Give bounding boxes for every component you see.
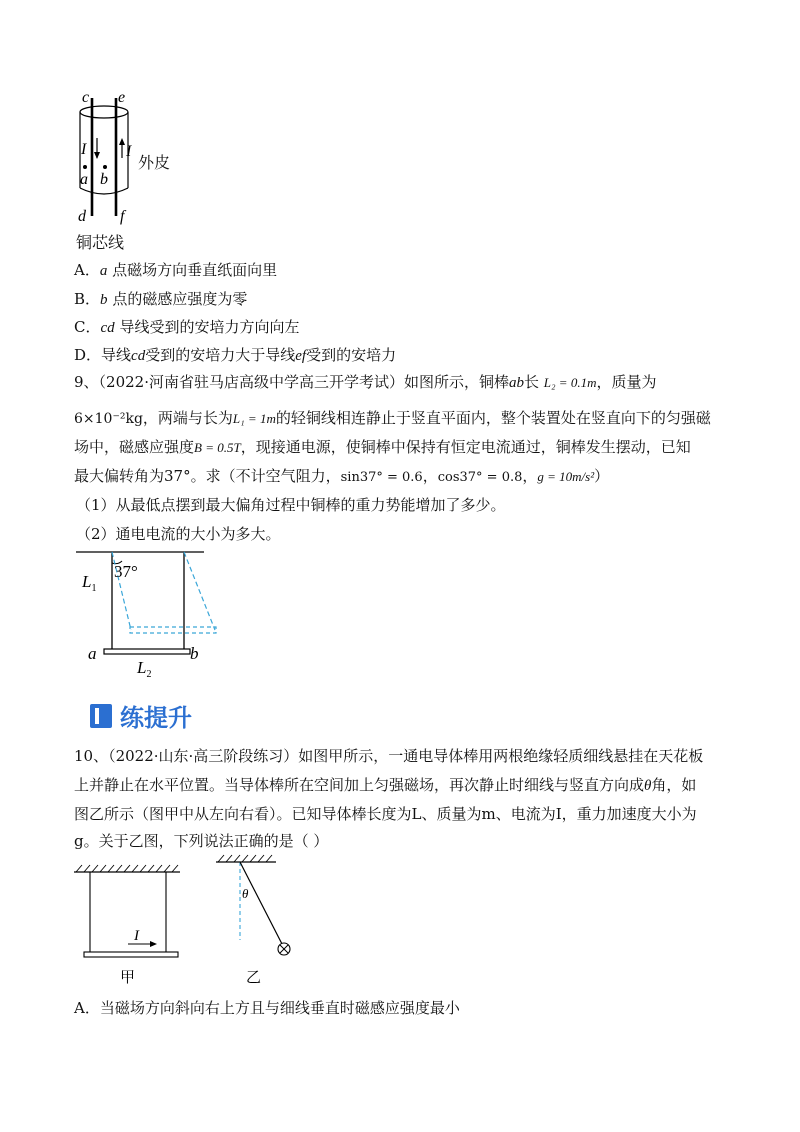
q9-line-3: 场中，磁感应强度B = 0.5T，现接通电源，使铜棒中保持有恒定电流通过，铜棒发生摆动，已知	[74, 438, 691, 456]
q10-line-2: 上并静止在水平位置。当导体棒所在空间加上匀强磁场，再次静止时细线与竖直方向成θ角，如	[74, 776, 697, 794]
current-label-jia: I	[134, 928, 139, 944]
label-rod-a: a	[88, 644, 97, 663]
label-current-right: I	[126, 143, 132, 160]
q9-line-2: 6×10⁻²kg，两端与长为L₁ = 1m的轻铜线相连静止于竖直平面内，整个装置处在竖直向下的匀强磁	[74, 409, 711, 427]
label-rod-b: b	[190, 644, 199, 663]
theta-label: θ	[242, 886, 249, 901]
label-current-left: I	[81, 141, 87, 158]
outer-skin-label: 外皮	[138, 153, 171, 172]
option-c[interactable]: C．cd 导线受到的安培力方向向左	[74, 318, 300, 336]
label-b: b	[100, 171, 108, 188]
label-a: a	[80, 171, 88, 188]
option-d[interactable]: D．导线cd受到的安培力大于导线ef受到的安培力	[74, 346, 397, 364]
label-c: c	[82, 89, 90, 106]
q9-sub-2: （2）通电电流的大小为多大。	[76, 525, 281, 543]
q10-line-3: 图乙所示（图甲中从左向右看）。已知导体棒长度为L、质量为m、电流为I，重力加速度大小为	[74, 805, 697, 823]
option-b[interactable]: B．b 点的磁感应强度为零	[74, 290, 248, 308]
label-jia: 甲	[120, 970, 136, 986]
figure-jia-yi	[70, 852, 330, 992]
option-a[interactable]: A．a 点磁场方向垂直纸面向里	[74, 261, 278, 279]
angle-label: 37°	[114, 562, 138, 581]
label-d: d	[78, 208, 86, 225]
label-e: e	[118, 89, 126, 106]
label-f: f	[120, 208, 125, 225]
copper-core-label: 铜芯线	[76, 233, 125, 252]
q9-line-1: 9、（2022·河南省驻马店高级中学高三开学考试）如图所示，铜棒ab长 L₂ = 0.1m，质量为	[74, 373, 657, 391]
label-L2: $L_2$	[137, 658, 152, 680]
copper-rod-figure	[72, 545, 222, 680]
section-heading: 练提升	[90, 698, 192, 733]
q10-line-4: g。关于乙图，下列说法正确的是（ ）	[74, 832, 329, 850]
label-L1: $L_1$	[82, 572, 97, 594]
book-icon	[90, 704, 112, 728]
q10-line-1: 10、（2022·山东·高三阶段练习）如图甲所示，一通电导体棒用两根绝缘轻质细线悬挂在天花板	[74, 747, 704, 765]
coaxial-cable-figure	[70, 88, 200, 253]
q9-line-4: 最大偏转角为37°。求（不计空气阻力，sin37° = 0.6，cos37° = 0.8，g = 10m/s²）	[74, 467, 610, 485]
q9-sub-1: （1）从最低点摆到最大偏角过程中铜棒的重力势能增加了多少。	[76, 496, 506, 514]
label-yi: 乙	[246, 970, 262, 986]
q10-option-a[interactable]: A．当磁场方向斜向右上方且与细线垂直时磁感应强度最小	[74, 999, 460, 1017]
